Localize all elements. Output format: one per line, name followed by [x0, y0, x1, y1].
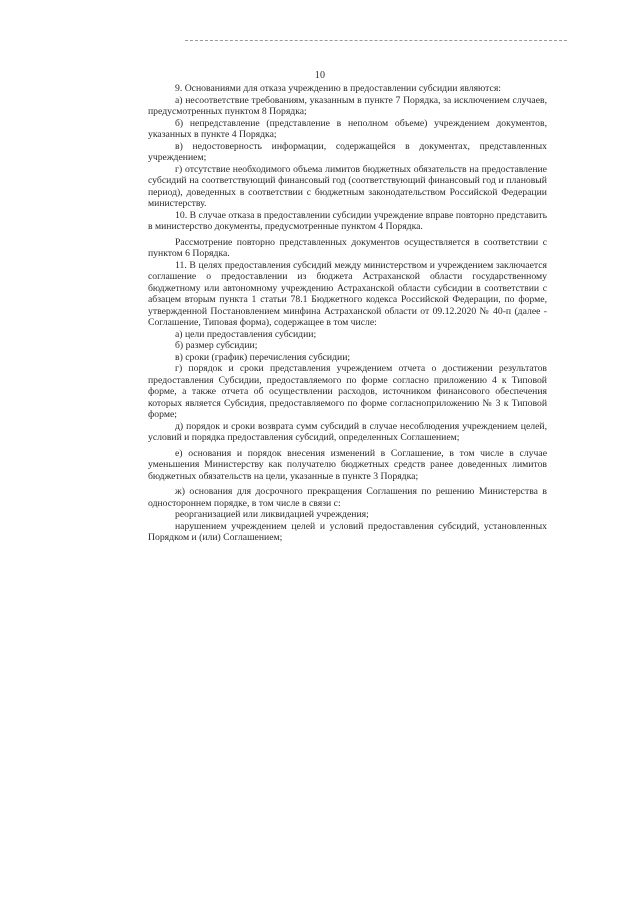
document-body: [148, 83, 547, 544]
paragraph: е) основания и порядок внесения изменений в Соглашение, в том числе в случае уменьшения Министерству как получателю бюджетных средств ранее доведенных лимитов бюджетных обязательств на цели, указанные в пункте 3 Порядка;: [148, 447, 547, 482]
paragraph: д) порядок и сроки возврата сумм субсидий в случае несоблюдения учреждением целей, условий и порядка предоставления субсидий, определенных Соглашением;: [148, 420, 547, 443]
paragraph: г) порядок и сроки представления учреждением отчета о достижении результатов предоставления Субсидии, предоставляемого по форме согласно приложению 4 к Типовой форме, а также отчета об осуществлении расходов, источником финансового обеспечения которых является Субсидия, предоставляемого по форме согласноприложению № 3 к Типовой форме;: [148, 363, 547, 420]
paragraph: б) размер субсидии;: [175, 340, 258, 351]
top-rule: [185, 40, 567, 41]
paragraph: г) отсутствие необходимого объема лимитов бюджетных обязательств на предоставление субсидий на соответствующий финансовый год (соответствующий финансовый год и плановый период), доведенных в соответствии с бюджетным законодательством Российской Федерации министерству.: [148, 163, 547, 209]
paragraph: реорганизацией или ликвидацией учреждения;: [175, 509, 369, 520]
paragraph: 9. Основаниями для отказа учреждению в предоставлении субсидии являются:: [175, 83, 501, 94]
paragraph: а) цели предоставления субсидии;: [175, 328, 317, 340]
paragraph: 10. В случае отказа в предоставлении субсидии учреждение вправе повторно представить в министерство документы, предусмотренные пунктом 4 Порядка.: [148, 209, 547, 232]
paragraph: в) сроки (график) перечисления субсидии;: [175, 351, 351, 363]
paragraph: а) несоответствие требованиям, указанным в пункте 7 Порядка, за исключением случаев, предусмотренных пунктом 8 Порядка;: [148, 94, 547, 117]
paragraph: ж) основания для досрочного прекращения Соглашения по решению Министерства в одностороннем порядке, в том числе в связи с:: [148, 486, 547, 509]
paragraph: нарушением учреждением целей и условий предоставления субсидий, установленных Порядком и (или) Соглашением;: [148, 520, 547, 543]
paragraph: б) непредставление (представление в неполном объеме) учреждением документов, указанных в пункте 4 Порядка;: [148, 117, 547, 140]
paragraph: в) недостоверность информации, содержащейся в документах, представленных учреждением;: [148, 140, 547, 163]
paragraph: Рассмотрение повторно представленных документов осуществляется в соответствии с пунктом 6 Порядка.: [148, 236, 547, 259]
paragraph: 11. В целях предоставления субсидий между министерством и учреждением заключается соглашение о предоставлении из бюджета Астраханской области государственному бюджетному или автономному учреждению Астраханской области субсидии в соответствии с абзацем вторым пункта 1 статьи 78.1 Бюджетного кодекса Российской Федерации, по форме, утвержденной Постановлением минфина Астраханской области от 09.12.2020 № 40-п (далее - Соглашение, Типовая форма), содержащее в том числе:: [148, 259, 547, 328]
page-number: 10: [314, 70, 326, 81]
